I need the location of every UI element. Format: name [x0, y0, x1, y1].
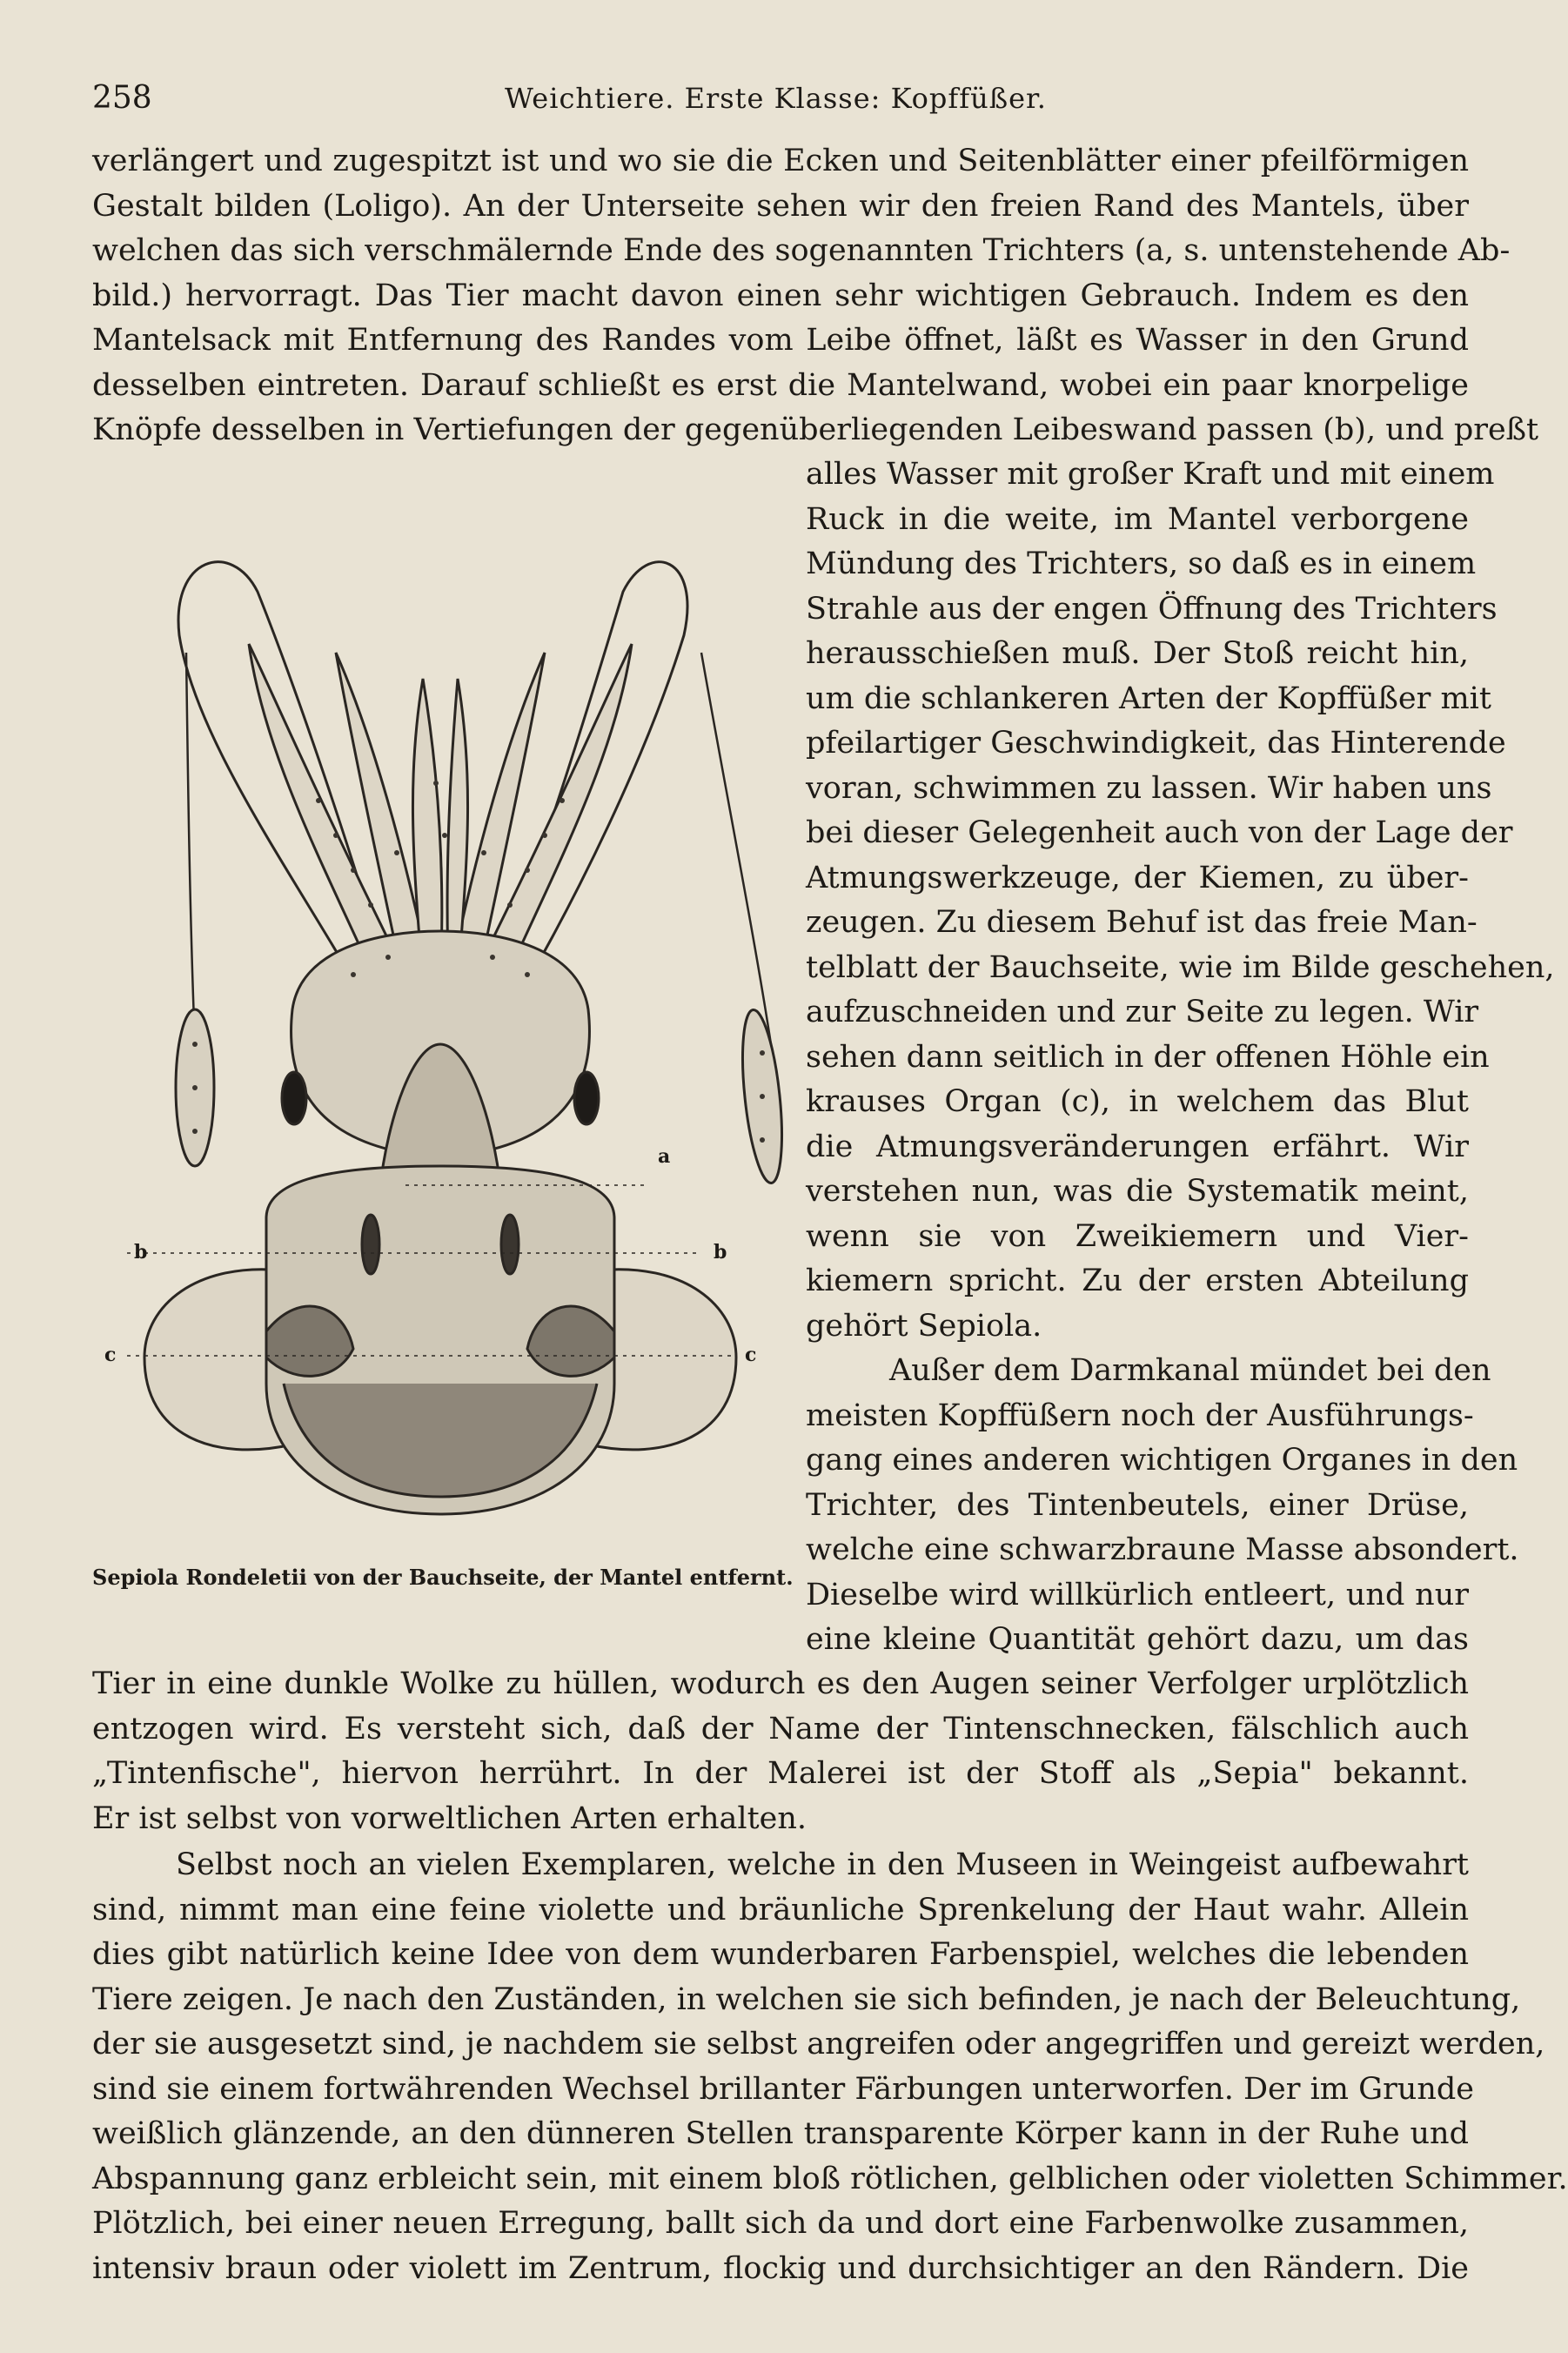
sepiola-figure: [92, 522, 788, 1575]
text-line: kiemern spricht. Zu der ersten Abteilung: [806, 1264, 1469, 1298]
text-line: Mündung des Trichters, so daß es in einem: [806, 546, 1477, 581]
text-line: alles Wasser mit großer Kraft und mit einem: [806, 457, 1495, 492]
paragraph-3: [92, 1843, 1568, 2291]
text-line: Er ist selbst von vorweltlichen Arten erhalten.: [92, 1800, 807, 1836]
paragraph-1-side: [806, 452, 1555, 1349]
text-line: Tier in eine dunkle Wolke zu hüllen, wodurch es den Augen seiner Verfolger urplötzlich: [92, 1666, 1469, 1701]
text-line: herausschießen muß. Der Stoß reicht hin,: [806, 636, 1469, 671]
text-line: sind sie einem fortwährenden Wechsel brillanter Färbungen unterworfen. Der im Grunde: [92, 2071, 1475, 2107]
figure-label-c-left: c: [104, 1344, 117, 1366]
paragraph-2-side: [806, 1349, 1519, 1663]
text-line: entzogen wird. Es versteht sich, daß der Name der Tintenschnecken, fälschlich auch: [92, 1711, 1469, 1746]
text-line: der sie ausgesetzt sind, je nachdem sie selbst angreifen oder angegriffen und gereizt werden,: [92, 2027, 1545, 2061]
text-line: welche eine schwarzbraune Masse absondert.: [806, 1532, 1519, 1567]
text-line: die Atmungsveränderungen erfährt. Wir: [806, 1129, 1469, 1164]
text-line: Abspannung ganz erbleicht sein, mit einem bloß rötlichen, gelblichen oder violetten Schimmer.: [92, 2161, 1568, 2196]
text-line: meisten Kopffüßern noch der Ausführungs-: [806, 1398, 1474, 1433]
text-line: pfeilartiger Geschwindigkeit, das Hinterende: [806, 726, 1506, 761]
text-line: Dieselbe wird willkürlich entleert, und nur: [806, 1577, 1469, 1612]
running-head: Weichtiere. Erste Klasse: Kopffüßer.: [505, 82, 1047, 115]
text-line: wenn sie von Zweikiemern und Vier-: [806, 1218, 1469, 1254]
page-header: [0, 80, 1531, 124]
text-line: verstehen nun, was die Systematik meint,: [806, 1174, 1469, 1209]
text-line: telblatt der Bauchseite, wie im Bilde geschehen,: [806, 949, 1555, 985]
text-line: bild.) hervorragt. Das Tier macht davon einen sehr wichtigen Gebrauch. Indem es den: [92, 278, 1469, 313]
text-line: „Tintenfische", hiervon herrührt. In der Malerei ist der Stoff als „Sepia" bekannt.: [92, 1756, 1469, 1791]
text-line: intensiv braun oder violett im Zentrum, flockig und durchsichtiger an den Rändern. Die: [92, 2250, 1469, 2286]
figure-label-a: a: [658, 1145, 671, 1168]
text-line: bei dieser Gelegenheit auch von der Lage der: [806, 815, 1513, 850]
text-line: sind, nimmt man eine feine violette und bräunliche Sprenkelung der Haut wahr. Allein: [92, 1892, 1469, 1927]
text-line: eine kleine Quantität gehört dazu, um das: [806, 1622, 1469, 1657]
text-line: desselben eintreten. Darauf schließt es erst die Mantelwand, wobei ein paar knorpelige: [92, 367, 1469, 403]
text-line: dies gibt natürlich keine Idee von dem wunderbaren Farbenspiel, welches die lebenden: [92, 1937, 1469, 1972]
text-line: krauses Organ (c), in welchem das Blut: [806, 1084, 1469, 1119]
text-line: Atmungswerkzeuge, der Kiemen, zu über-: [806, 860, 1469, 895]
text-line: um die schlankeren Arten der Kopffüßer mit: [806, 680, 1491, 716]
figure-label-c-right: c: [745, 1344, 757, 1366]
text-line: gehört Sepiola.: [806, 1308, 1042, 1344]
text-line: weißlich glänzende, an den dünneren Stellen transparente Körper kann in der Ruhe und: [92, 2116, 1469, 2151]
paragraph-2-full: [92, 1662, 1469, 1841]
text-line: Gestalt bilden (Loligo). An der Unterseite sehen wir den freien Rand des Mantels, über: [92, 188, 1469, 224]
left-eye: [282, 1072, 306, 1124]
text-line: Mantelsack mit Entfernung des Randes vom Leibe öffnet, läßt es Wasser in den Grund: [92, 323, 1469, 358]
text-line: Außer dem Darmkanal mündet bei den: [889, 1353, 1491, 1388]
right-eye: [574, 1072, 599, 1124]
text-line: verlängert und zugespitzt ist und wo sie die Ecken und Seitenblätter einer pfeilförmigen: [92, 144, 1469, 178]
figure-label-b-left: b: [134, 1241, 148, 1264]
text-line: gang eines anderen wichtigen Organes in den: [806, 1443, 1518, 1478]
text-line: Tiere zeigen. Je nach den Zuständen, in welchen sie sich befinden, je nach der Beleuchtung,: [92, 1981, 1521, 2017]
text-line: welchen das sich verschmälernde Ende des sogenannten Trichters (a, s. untenstehende Ab-: [92, 233, 1511, 268]
figure-label-b-right: b: [714, 1241, 727, 1264]
text-line: sehen dann seitlich in der offenen Höhle ein: [806, 1039, 1490, 1075]
text-line: Plötzlich, bei einer neuen Erregung, ballt sich da und dort eine Farbenwolke zusammen,: [92, 2206, 1469, 2241]
figure-caption: Sepiola Rondeletii von der Bauchseite, der Mantel entfernt.: [92, 1565, 794, 1590]
text-line: Ruck in die weite, im Mantel verborgene: [806, 501, 1469, 537]
text-line: voran, schwimmen zu lassen. Wir haben uns: [806, 770, 1492, 806]
page-number: 258: [92, 80, 152, 116]
text-line: Strahle aus der engen Öffnung des Trichters: [806, 591, 1498, 627]
sepiola-illustration: [92, 522, 788, 1558]
paragraph-1-top: [92, 139, 1539, 453]
text-line: zeugen. Zu diesem Behuf ist das freie Man-: [806, 905, 1478, 940]
text-line: aufzuschneiden und zur Seite zu legen. Wir: [806, 995, 1479, 1029]
text-line: Selbst noch an vielen Exemplaren, welche in den Museen in Weingeist aufbewahrt: [176, 1847, 1469, 1882]
text-line: Trichter, des Tintenbeutels, einer Drüse,: [806, 1487, 1469, 1523]
text-line: Knöpfe desselben in Vertiefungen der gegenüberliegenden Leibeswand passen (b), und preßt: [92, 412, 1539, 447]
